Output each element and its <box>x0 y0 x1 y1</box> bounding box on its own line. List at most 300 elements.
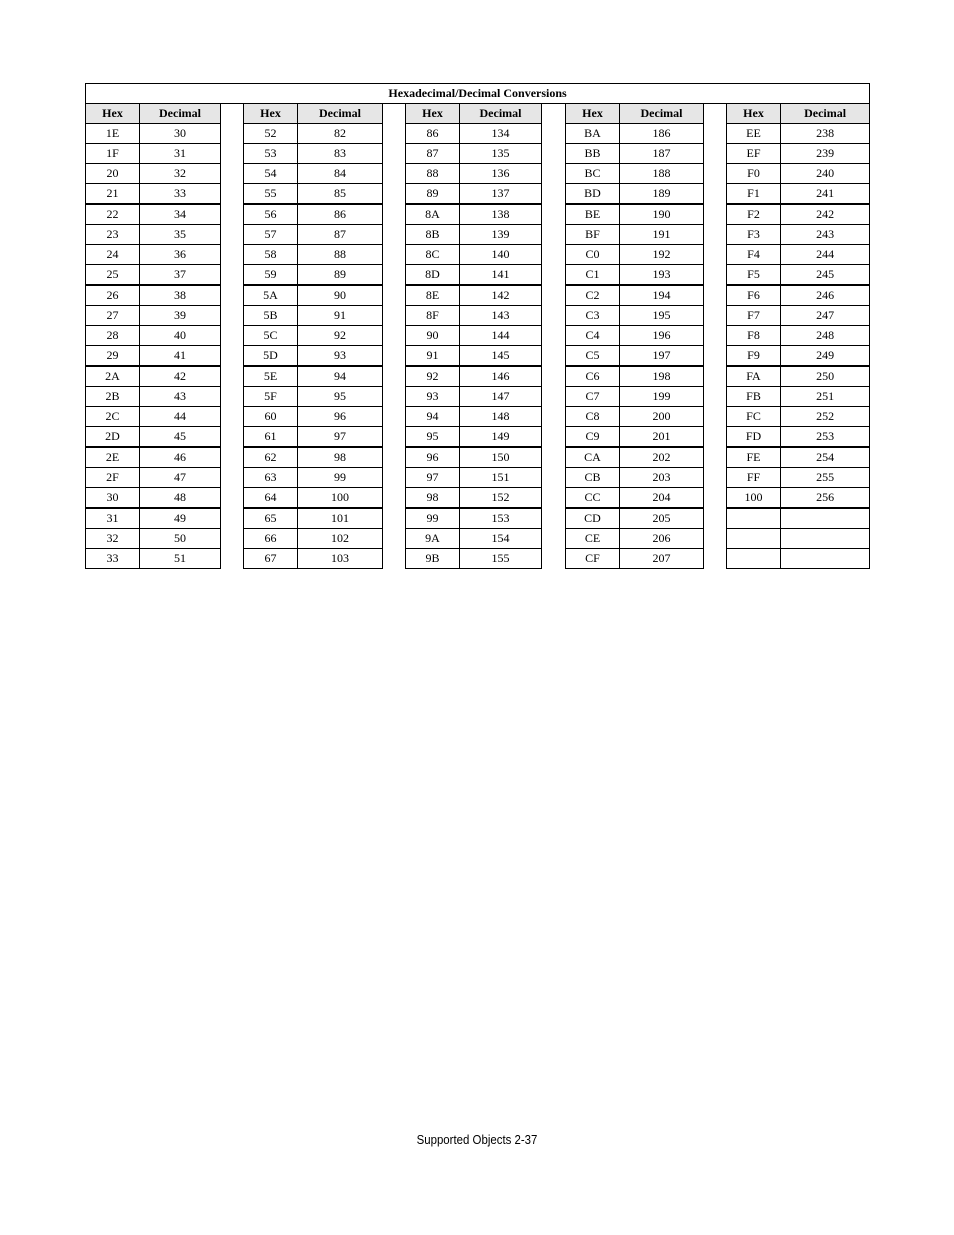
decimal-cell: 250 <box>781 366 870 387</box>
hex-cell: FC <box>727 407 781 427</box>
hex-cell: BF <box>566 225 620 245</box>
decimal-cell: 91 <box>298 306 383 326</box>
hex-cell: 8E <box>406 285 460 306</box>
decimal-cell: 49 <box>140 508 221 529</box>
decimal-cell: 149 <box>460 427 542 448</box>
decimal-cell: 188 <box>620 164 704 184</box>
decimal-cell: 96 <box>298 407 383 427</box>
hex-cell: 8C <box>406 245 460 265</box>
decimal-cell: 197 <box>620 346 704 367</box>
column-gap <box>221 387 244 407</box>
hex-cell: BC <box>566 164 620 184</box>
hex-cell: FE <box>727 447 781 468</box>
column-gap <box>221 346 244 367</box>
hex-cell: CA <box>566 447 620 468</box>
decimal-cell: 86 <box>298 204 383 225</box>
column-gap <box>704 144 727 164</box>
decimal-cell: 145 <box>460 346 542 367</box>
hex-cell: 95 <box>406 427 460 448</box>
decimal-cell: 150 <box>460 447 542 468</box>
column-gap <box>383 184 406 205</box>
column-gap <box>221 204 244 225</box>
decimal-cell: 140 <box>460 245 542 265</box>
hex-cell: 33 <box>86 549 140 569</box>
column-gap <box>542 346 566 367</box>
hex-cell: 90 <box>406 326 460 346</box>
decimal-cell: 141 <box>460 265 542 286</box>
hex-cell <box>727 529 781 549</box>
decimal-cell: 143 <box>460 306 542 326</box>
decimal-cell: 195 <box>620 306 704 326</box>
decimal-cell: 186 <box>620 124 704 144</box>
hex-cell: 57 <box>244 225 298 245</box>
decimal-cell: 207 <box>620 549 704 569</box>
hex-cell: 92 <box>406 366 460 387</box>
column-gap <box>542 387 566 407</box>
hex-cell: 64 <box>244 488 298 509</box>
table-row <box>86 184 870 205</box>
column-gap <box>221 549 244 569</box>
decimal-cell: 238 <box>781 124 870 144</box>
hex-column-header: Hex <box>244 104 298 124</box>
column-header-row <box>86 104 870 124</box>
column-gap <box>221 427 244 448</box>
hex-column-header: Hex <box>406 104 460 124</box>
decimal-cell: 246 <box>781 285 870 306</box>
column-gap <box>542 164 566 184</box>
decimal-cell: 98 <box>298 447 383 468</box>
table-row <box>86 204 870 225</box>
hex-cell: 94 <box>406 407 460 427</box>
hex-cell: 66 <box>244 529 298 549</box>
column-gap <box>542 204 566 225</box>
table-row <box>86 326 870 346</box>
hex-cell: C5 <box>566 346 620 367</box>
hex-cell <box>727 549 781 569</box>
hex-cell: CE <box>566 529 620 549</box>
column-gap <box>704 407 727 427</box>
decimal-cell: 37 <box>140 265 221 286</box>
hex-column-header: Hex <box>727 104 781 124</box>
hex-cell: BE <box>566 204 620 225</box>
decimal-cell: 50 <box>140 529 221 549</box>
hex-cell: 29 <box>86 346 140 367</box>
hex-cell: 5A <box>244 285 298 306</box>
decimal-cell: 94 <box>298 366 383 387</box>
hex-cell: 1F <box>86 144 140 164</box>
hex-cell: 8D <box>406 265 460 286</box>
column-gap <box>542 407 566 427</box>
hex-cell: C3 <box>566 306 620 326</box>
hex-cell: 20 <box>86 164 140 184</box>
table-row <box>86 245 870 265</box>
hex-cell: EF <box>727 144 781 164</box>
decimal-cell: 155 <box>460 549 542 569</box>
column-gap <box>704 104 727 124</box>
column-gap <box>704 346 727 367</box>
column-gap <box>221 508 244 529</box>
table-row <box>86 144 870 164</box>
hex-cell: C4 <box>566 326 620 346</box>
column-gap <box>704 245 727 265</box>
decimal-cell: 245 <box>781 265 870 286</box>
column-gap <box>383 225 406 245</box>
hex-cell: F3 <box>727 225 781 245</box>
hex-cell: 67 <box>244 549 298 569</box>
table-row <box>86 265 870 286</box>
hex-cell: CD <box>566 508 620 529</box>
decimal-cell: 142 <box>460 285 542 306</box>
hex-cell: 58 <box>244 245 298 265</box>
decimal-cell: 84 <box>298 164 383 184</box>
decimal-column-header: Decimal <box>298 104 383 124</box>
hex-cell: 56 <box>244 204 298 225</box>
column-gap <box>704 549 727 569</box>
decimal-cell: 242 <box>781 204 870 225</box>
column-gap <box>383 366 406 387</box>
hex-cell: 25 <box>86 265 140 286</box>
hex-cell: 2E <box>86 447 140 468</box>
hex-cell: BD <box>566 184 620 205</box>
hex-cell: FB <box>727 387 781 407</box>
hex-cell: 2B <box>86 387 140 407</box>
decimal-cell: 88 <box>298 245 383 265</box>
column-gap <box>704 265 727 286</box>
column-gap <box>383 468 406 488</box>
decimal-cell: 38 <box>140 285 221 306</box>
hex-cell: 5F <box>244 387 298 407</box>
decimal-cell: 97 <box>298 427 383 448</box>
hex-cell: 97 <box>406 468 460 488</box>
decimal-cell: 191 <box>620 225 704 245</box>
decimal-cell: 148 <box>460 407 542 427</box>
column-gap <box>383 488 406 509</box>
decimal-cell: 248 <box>781 326 870 346</box>
decimal-cell: 247 <box>781 306 870 326</box>
decimal-cell: 36 <box>140 245 221 265</box>
decimal-cell: 31 <box>140 144 221 164</box>
decimal-cell: 90 <box>298 285 383 306</box>
table-row <box>86 549 870 569</box>
column-gap <box>704 225 727 245</box>
column-gap <box>542 447 566 468</box>
column-gap <box>704 204 727 225</box>
column-gap <box>704 124 727 144</box>
decimal-cell: 189 <box>620 184 704 205</box>
decimal-cell <box>781 529 870 549</box>
column-gap <box>704 447 727 468</box>
decimal-cell: 138 <box>460 204 542 225</box>
column-gap <box>542 549 566 569</box>
decimal-cell: 34 <box>140 204 221 225</box>
decimal-cell: 47 <box>140 468 221 488</box>
decimal-column-header: Decimal <box>620 104 704 124</box>
hex-cell: F5 <box>727 265 781 286</box>
table-row <box>86 285 870 306</box>
column-gap <box>383 265 406 286</box>
decimal-cell: 43 <box>140 387 221 407</box>
hex-cell: 24 <box>86 245 140 265</box>
table-body <box>86 124 870 569</box>
decimal-cell: 187 <box>620 144 704 164</box>
hex-cell: CF <box>566 549 620 569</box>
hex-cell: EE <box>727 124 781 144</box>
column-gap <box>221 225 244 245</box>
hex-cell: F4 <box>727 245 781 265</box>
column-gap <box>221 366 244 387</box>
decimal-cell: 255 <box>781 468 870 488</box>
decimal-column-header: Decimal <box>140 104 221 124</box>
decimal-cell: 193 <box>620 265 704 286</box>
decimal-cell: 154 <box>460 529 542 549</box>
column-gap <box>542 366 566 387</box>
column-gap <box>383 447 406 468</box>
hex-decimal-table <box>85 83 870 569</box>
decimal-cell: 198 <box>620 366 704 387</box>
hex-cell: F6 <box>727 285 781 306</box>
hex-cell: 2A <box>86 366 140 387</box>
column-gap <box>704 488 727 509</box>
decimal-cell: 252 <box>781 407 870 427</box>
hex-cell: F0 <box>727 164 781 184</box>
hex-cell: 1E <box>86 124 140 144</box>
hex-cell: CC <box>566 488 620 509</box>
column-gap <box>383 529 406 549</box>
decimal-cell: 101 <box>298 508 383 529</box>
column-gap <box>542 144 566 164</box>
decimal-cell: 82 <box>298 124 383 144</box>
decimal-cell: 144 <box>460 326 542 346</box>
decimal-cell: 152 <box>460 488 542 509</box>
column-gap <box>704 285 727 306</box>
decimal-cell: 32 <box>140 164 221 184</box>
hex-cell: C2 <box>566 285 620 306</box>
table-row <box>86 124 870 144</box>
hex-cell: 26 <box>86 285 140 306</box>
column-gap <box>542 285 566 306</box>
column-gap <box>221 144 244 164</box>
table-row <box>86 529 870 549</box>
decimal-cell: 199 <box>620 387 704 407</box>
decimal-cell: 205 <box>620 508 704 529</box>
column-gap <box>383 387 406 407</box>
decimal-cell: 192 <box>620 245 704 265</box>
decimal-cell: 147 <box>460 387 542 407</box>
hex-cell: F2 <box>727 204 781 225</box>
table-row <box>86 387 870 407</box>
hex-cell: 60 <box>244 407 298 427</box>
decimal-cell: 204 <box>620 488 704 509</box>
decimal-cell: 100 <box>298 488 383 509</box>
decimal-cell: 134 <box>460 124 542 144</box>
decimal-cell: 93 <box>298 346 383 367</box>
hex-cell: 53 <box>244 144 298 164</box>
hex-cell: 27 <box>86 306 140 326</box>
column-gap <box>221 468 244 488</box>
table-title: Hexadecimal/Decimal Conversions <box>86 84 870 104</box>
decimal-cell: 253 <box>781 427 870 448</box>
table-row <box>86 225 870 245</box>
decimal-cell: 102 <box>298 529 383 549</box>
hex-cell: 100 <box>727 488 781 509</box>
table-row <box>86 488 870 509</box>
hex-column-header: Hex <box>86 104 140 124</box>
decimal-cell: 95 <box>298 387 383 407</box>
column-gap <box>383 346 406 367</box>
hex-cell: C1 <box>566 265 620 286</box>
decimal-cell: 151 <box>460 468 542 488</box>
decimal-cell: 254 <box>781 447 870 468</box>
column-gap <box>383 407 406 427</box>
column-gap <box>221 104 244 124</box>
decimal-cell: 256 <box>781 488 870 509</box>
column-gap <box>221 447 244 468</box>
hex-cell: C6 <box>566 366 620 387</box>
hex-cell: 23 <box>86 225 140 245</box>
decimal-cell: 103 <box>298 549 383 569</box>
hex-cell: 88 <box>406 164 460 184</box>
decimal-cell: 46 <box>140 447 221 468</box>
hex-cell: F1 <box>727 184 781 205</box>
hex-cell: 9B <box>406 549 460 569</box>
column-gap <box>221 245 244 265</box>
column-gap <box>542 245 566 265</box>
hex-cell: 2F <box>86 468 140 488</box>
column-gap <box>704 508 727 529</box>
column-gap <box>221 184 244 205</box>
column-gap <box>221 407 244 427</box>
decimal-cell: 45 <box>140 427 221 448</box>
hex-cell: 8A <box>406 204 460 225</box>
hex-cell: 8F <box>406 306 460 326</box>
decimal-cell: 30 <box>140 124 221 144</box>
hex-cell: C7 <box>566 387 620 407</box>
hex-cell: C8 <box>566 407 620 427</box>
decimal-cell: 39 <box>140 306 221 326</box>
column-gap <box>383 124 406 144</box>
column-gap <box>383 164 406 184</box>
hex-cell: 55 <box>244 184 298 205</box>
decimal-cell: 89 <box>298 265 383 286</box>
column-gap <box>542 468 566 488</box>
hex-cell: 5E <box>244 366 298 387</box>
hex-cell: 5D <box>244 346 298 367</box>
hex-cell: 89 <box>406 184 460 205</box>
table-row <box>86 306 870 326</box>
hex-cell: 62 <box>244 447 298 468</box>
hex-cell: F9 <box>727 346 781 367</box>
column-gap <box>704 468 727 488</box>
decimal-cell: 35 <box>140 225 221 245</box>
decimal-cell: 153 <box>460 508 542 529</box>
decimal-cell: 33 <box>140 184 221 205</box>
column-gap <box>221 326 244 346</box>
decimal-column-header: Decimal <box>781 104 870 124</box>
hex-cell: 52 <box>244 124 298 144</box>
decimal-cell: 251 <box>781 387 870 407</box>
hex-cell: F7 <box>727 306 781 326</box>
hex-cell: FD <box>727 427 781 448</box>
column-gap <box>383 285 406 306</box>
decimal-cell: 244 <box>781 245 870 265</box>
hex-cell: C0 <box>566 245 620 265</box>
hex-cell: BA <box>566 124 620 144</box>
decimal-cell: 241 <box>781 184 870 205</box>
table-row <box>86 447 870 468</box>
hex-cell: 31 <box>86 508 140 529</box>
decimal-cell: 42 <box>140 366 221 387</box>
table-row <box>86 164 870 184</box>
decimal-cell: 48 <box>140 488 221 509</box>
decimal-cell: 196 <box>620 326 704 346</box>
decimal-cell: 99 <box>298 468 383 488</box>
column-gap <box>221 285 244 306</box>
column-gap <box>383 144 406 164</box>
column-gap <box>383 427 406 448</box>
column-gap <box>704 387 727 407</box>
hex-cell: BB <box>566 144 620 164</box>
column-gap <box>383 326 406 346</box>
decimal-cell <box>781 508 870 529</box>
decimal-cell: 240 <box>781 164 870 184</box>
column-gap <box>542 427 566 448</box>
hex-cell: 8B <box>406 225 460 245</box>
hex-cell: 86 <box>406 124 460 144</box>
column-gap <box>383 104 406 124</box>
table-row <box>86 346 870 367</box>
decimal-cell: 190 <box>620 204 704 225</box>
column-gap <box>704 164 727 184</box>
decimal-cell: 40 <box>140 326 221 346</box>
hex-cell: 93 <box>406 387 460 407</box>
decimal-cell: 136 <box>460 164 542 184</box>
hex-cell: 21 <box>86 184 140 205</box>
column-gap <box>221 529 244 549</box>
hex-column-header: Hex <box>566 104 620 124</box>
column-gap <box>221 164 244 184</box>
decimal-cell: 135 <box>460 144 542 164</box>
table-row <box>86 508 870 529</box>
hex-cell: 32 <box>86 529 140 549</box>
decimal-cell: 249 <box>781 346 870 367</box>
column-gap <box>542 508 566 529</box>
column-gap <box>542 529 566 549</box>
column-gap <box>704 366 727 387</box>
decimal-cell: 239 <box>781 144 870 164</box>
table-row <box>86 468 870 488</box>
column-gap <box>542 124 566 144</box>
decimal-column-header: Decimal <box>460 104 542 124</box>
decimal-cell: 139 <box>460 225 542 245</box>
hex-cell: 2C <box>86 407 140 427</box>
hex-cell: 91 <box>406 346 460 367</box>
hex-cell: 59 <box>244 265 298 286</box>
hex-cell: FF <box>727 468 781 488</box>
column-gap <box>542 488 566 509</box>
column-gap <box>383 549 406 569</box>
column-gap <box>542 326 566 346</box>
hex-cell: 99 <box>406 508 460 529</box>
decimal-cell: 146 <box>460 366 542 387</box>
decimal-cell: 44 <box>140 407 221 427</box>
hex-cell: CB <box>566 468 620 488</box>
hex-cell: 30 <box>86 488 140 509</box>
page-footer: Supported Objects 2-37 <box>416 1132 538 1147</box>
column-gap <box>542 184 566 205</box>
column-gap <box>704 529 727 549</box>
decimal-cell: 202 <box>620 447 704 468</box>
hex-cell: 63 <box>244 468 298 488</box>
